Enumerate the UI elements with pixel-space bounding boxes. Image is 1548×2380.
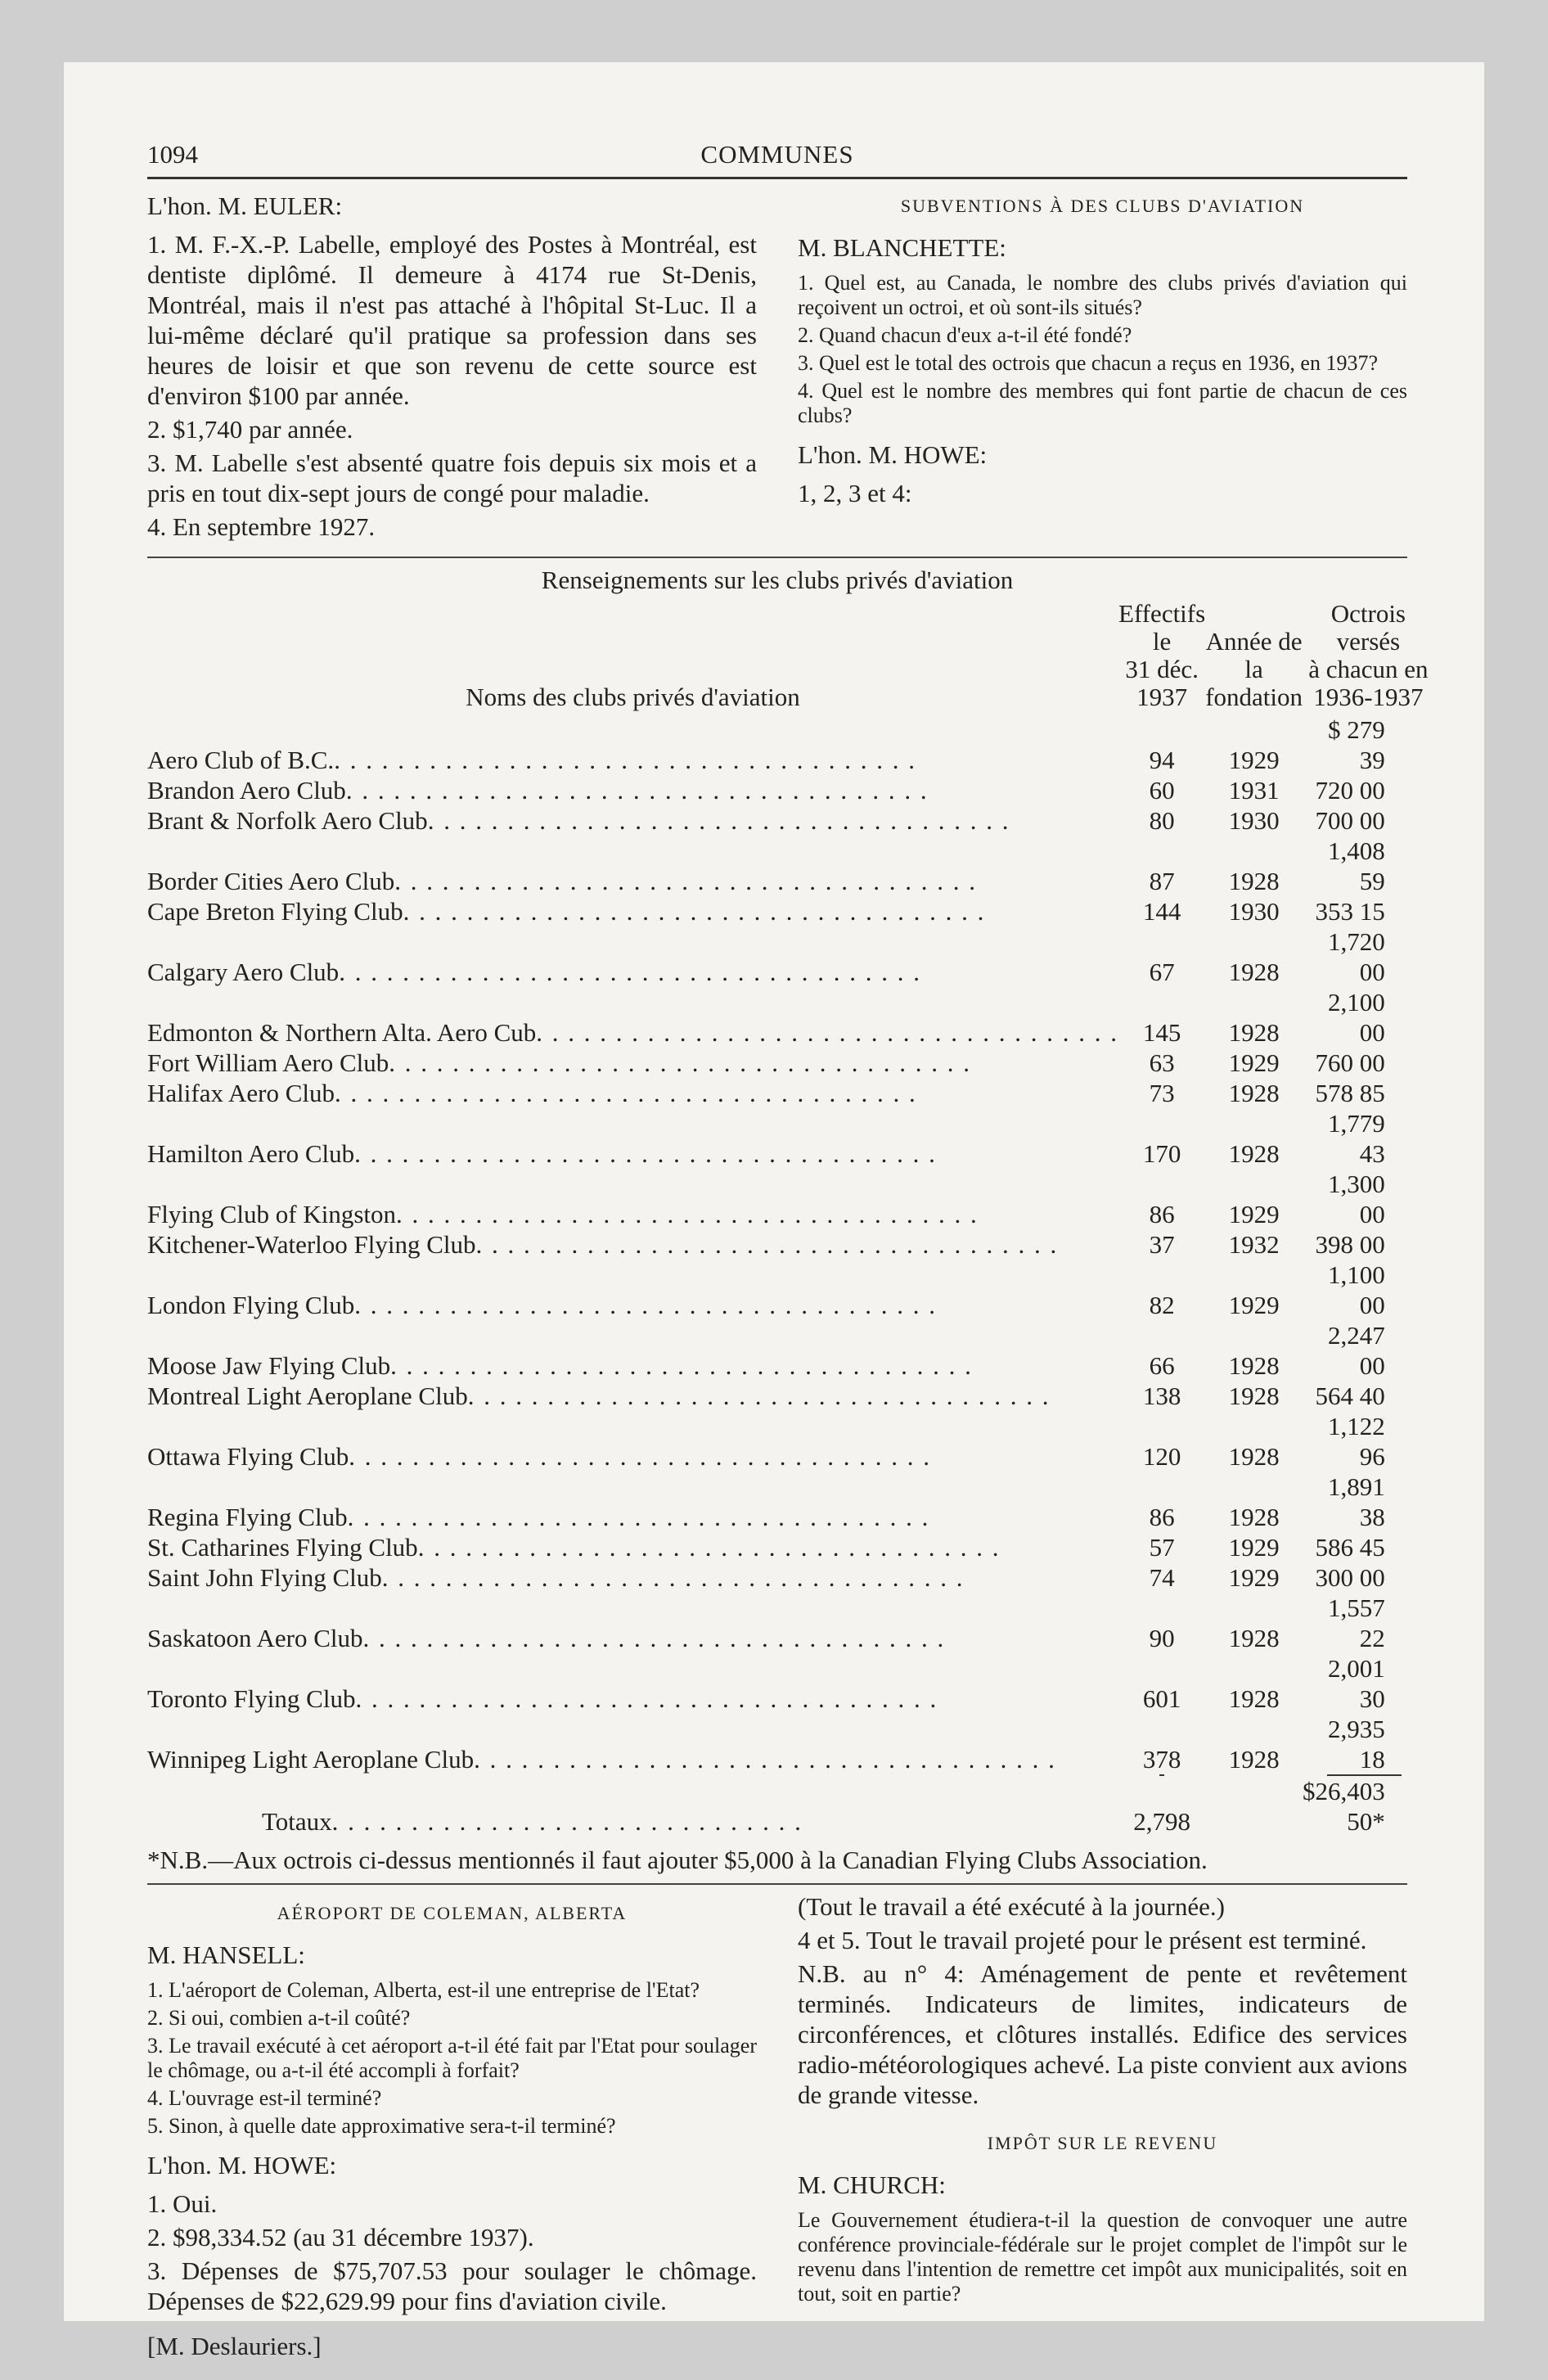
club-effectifs: 66 (1149, 1351, 1175, 1380)
club-octroi: 1,408 59 (1328, 836, 1385, 895)
club-effectifs: 57 (1149, 1533, 1175, 1562)
club-name: Kitchener-Waterloo Flying Club (147, 1230, 476, 1259)
club-fondation: 1932 (1228, 1230, 1280, 1259)
club-name: Halifax Aero Club (147, 1079, 335, 1107)
club-name: Brandon Aero Club (147, 776, 346, 805)
club-octroi: 2,247 00 (1328, 1321, 1385, 1380)
header-octrois: Octrois versés à chacun en 1936-1937 (1308, 599, 1429, 711)
club-fondation: 1928 (1228, 1079, 1280, 1107)
club-effectifs: 94 (1149, 746, 1175, 774)
table-row: Hamilton Aero Club. . . . . . . . . . . . . . . . . . . . . . . . . . . . . . . . . . . . . 170 1928 1,779 43 (147, 1108, 1434, 1169)
club-effectifs: 86 (1149, 1503, 1175, 1531)
club-name: London Flying Club (147, 1291, 355, 1319)
table-row: Saint John Flying Club. . . . . . . . . . . . . . . . . . . . . . . . . . . . . . . . . . . . . 74 1929 300 00 (147, 1562, 1434, 1593)
club-octroi: 1,122 96 (1328, 1412, 1385, 1471)
club-name: Brant & Norfolk Aero Club (147, 806, 428, 835)
answer: 3. Dépenses de $75,707.53 pour soulager le chômage. Dépenses de $22,629.99 pour fins d'aviation civile. (147, 2256, 757, 2315)
club-octroi: 1,891 38 (1328, 1472, 1385, 1531)
table-row: Ottawa Flying Club. . . . . . . . . . . . . . . . . . . . . . . . . . . . . . . . . . . . . 120 1928 1,122 96 (147, 1411, 1434, 1472)
answer: 2. $98,334.52 (au 31 décembre 1937). (147, 2223, 534, 2252)
club-fondation: 1929 (1228, 1048, 1280, 1077)
club-fondation: 1929 (1228, 1291, 1280, 1319)
table-row: Brant & Norfolk Aero Club. . . . . . . . . . . . . . . . . . . . . . . . . . . . . . . . . . . . . 80 1930 700 00 (147, 805, 1434, 836)
club-effectifs: 170 (1142, 1139, 1181, 1168)
question: 4. Quel est le nombre des membres qui font partie de chacun de ces clubs? (798, 379, 1407, 427)
table-row: London Flying Club. . . . . . . . . . . . . . . . . . . . . . . . . . . . . . . . . . . . . 82 1929 1,100 00 (147, 1260, 1434, 1320)
club-fondation: 1928 (1228, 1442, 1280, 1471)
club-fondation: 1930 (1228, 806, 1280, 835)
club-fondation: 1928 (1228, 1684, 1280, 1713)
club-fondation: 1929 (1228, 1563, 1280, 1592)
club-effectifs: 37 (1149, 1230, 1175, 1259)
page-content (147, 134, 1429, 2360)
table-row: Regina Flying Club. . . . . . . . . . . . . . . . . . . . . . . . . . . . . . . . . . . . . 86 1928 1,891 38 (147, 1472, 1434, 1532)
club-fondation: 1931 (1228, 776, 1280, 805)
club-fondation: 1929 (1228, 746, 1280, 774)
club-effectifs: 378 (1142, 1745, 1181, 1774)
club-name: Saint John Flying Club (147, 1563, 382, 1592)
club-name: Border Cities Aero Club (147, 867, 395, 895)
question: 2. Quand chacun d'eux a-t-il été fondé? (798, 323, 1132, 347)
club-octroi: 1,779 43 (1328, 1109, 1385, 1168)
top-left-column (147, 191, 757, 545)
section-divider (147, 1883, 1407, 1885)
club-octroi: 578 85 (1315, 1079, 1385, 1107)
section-heading: AÉROPORT DE COLEMAN, ALBERTA (277, 1903, 628, 1923)
answer-paragraph: (Tout le travail a été exécuté à la journée.) (798, 1892, 1225, 1921)
answer: 1. Oui. (147, 2189, 218, 2218)
club-name: Calgary Aero Club (147, 958, 340, 986)
club-name: Montreal Light Aeroplane Club (147, 1382, 468, 1410)
club-effectifs: 82 (1149, 1291, 1175, 1319)
club-octroi: 300 00 (1315, 1563, 1385, 1592)
section-heading: SUBVENTIONS À DES CLUBS D'AVIATION (900, 196, 1305, 216)
club-name: Aero Club of B.C. (147, 746, 335, 774)
club-effectifs: 120 (1142, 1442, 1181, 1471)
club-name: Edmonton & Northern Alta. Aero Cub (147, 1018, 537, 1047)
club-effectifs: 90 (1149, 1624, 1175, 1652)
club-fondation: 1928 (1228, 958, 1280, 986)
answer-paragraph: N.B. au n° 4: Aménagement de pente et revêtement terminés. Indicateurs de limites, indicateurs de circonférences, et clôtures installés. Edifice des services radio-météorologiques achevé. La piste convient aux avions de grande vitesse. (798, 1959, 1407, 2109)
table-footnote: *N.B.—Aux octrois ci-dessus mentionnés il faut ajouter $5,000 à la Canadian Flying Clubs Association. (147, 1846, 1208, 1874)
club-effectifs: 87 (1149, 867, 1175, 895)
club-fondation: 1928 (1228, 1351, 1280, 1380)
club-octroi: 2,935 18 (1328, 1715, 1385, 1774)
question: 1. Quel est, au Canada, le nombre des clubs privés d'aviation qui reçoivent un octroi, et où sont-ils situés? (798, 271, 1407, 319)
club-octroi: $ 279 39 (1328, 715, 1385, 774)
club-effectifs: 73 (1149, 1079, 1175, 1107)
total-label: Totaux (262, 1807, 332, 1836)
club-fondation: 1928 (1228, 1018, 1280, 1047)
club-octroi: 586 45 (1315, 1533, 1385, 1562)
speaker-blanchette: M. BLANCHETTE: (798, 233, 1006, 262)
table-row: Halifax Aero Club. . . . . . . . . . . . . . . . . . . . . . . . . . . . . . . . . . . . . 73 1928 578 85 (147, 1078, 1434, 1108)
club-effectifs: 138 (1142, 1382, 1181, 1410)
bracket-note: [M. Deslauriers.] (147, 2332, 322, 2360)
club-fondation: 1928 (1228, 867, 1280, 895)
speaker-howe: L'hon. M. HOWE: (798, 440, 988, 469)
club-fondation: 1928 (1228, 1624, 1280, 1652)
table-row: Fort William Aero Club. . . . . . . . . . . . . . . . . . . . . . . . . . . . . . . . . . . . . 63 1929 760 00 (147, 1048, 1434, 1078)
header-fondation: Année de la fondation (1205, 627, 1303, 711)
question: 2. Si oui, combien a-t-il coûté? (147, 2006, 411, 2030)
table-header-row (147, 600, 1434, 714)
speaker-howe: L'hon. M. HOWE: (147, 2151, 337, 2179)
club-effectifs: 63 (1149, 1048, 1175, 1077)
bottom-right-column (798, 1891, 1407, 2364)
club-fondation: 1928 (1228, 1745, 1280, 1774)
table-row: Border Cities Aero Club. . . . . . . . . . . . . . . . . . . . . . . . . . . . . . . . . . . . . 87 1928 1,408 59 (147, 836, 1434, 896)
club-octroi: 760 00 (1315, 1048, 1385, 1077)
table-row: Winnipeg Light Aeroplane Club. . . . . . . . . . . . . . . . . . . . . . . . . . . . . . . . . . . . . 378 1928 2,935 18 (147, 1714, 1434, 1774)
club-name: Saskatoon Aero Club (147, 1624, 363, 1652)
speaker-church: M. CHURCH: (798, 2170, 946, 2199)
club-octroi: 1,300 00 (1328, 1170, 1385, 1228)
club-effectifs: 145 (1142, 1018, 1181, 1047)
top-section (147, 191, 1407, 545)
answer-paragraph: 4. En septembre 1927. (147, 512, 376, 541)
club-name: Winnipeg Light Aeroplane Club (147, 1745, 475, 1774)
question: 1. L'aéroport de Coleman, Alberta, est-il une entreprise de l'Etat? (147, 1978, 700, 2002)
table-row: Edmonton & Northern Alta. Aero Cub. . . . . . . . . . . . . . . . . . . . . . . . . . . . . . . . . . . . . 145 1928 2,100 00 (147, 987, 1434, 1048)
club-effectifs: 601 (1142, 1684, 1181, 1713)
table-row: Montreal Light Aeroplane Club. . . . . . . . . . . . . . . . . . . . . . . . . . . . . . . . . . . . . 138 1928 564 40 (147, 1381, 1434, 1411)
answer-paragraph: 3. M. Labelle s'est absenté quatre fois depuis six mois et a pris en tout dix-sept jours de congé pour maladie. (147, 449, 757, 507)
club-name: Cape Breton Flying Club (147, 897, 403, 926)
table-row: Aero Club of B.C.. . . . . . . . . . . . . . . . . . . . . . . . . . . . . . . . . . . . . 94 1929 $ 279 39 (147, 714, 1434, 775)
club-name: Fort William Aero Club (147, 1048, 389, 1077)
club-effectifs: 86 (1149, 1200, 1175, 1228)
clubs-table (147, 600, 1434, 1837)
header-names: Noms des clubs privés d'aviation (466, 683, 800, 711)
table-row: Brandon Aero Club. . . . . . . . . . . . . . . . . . . . . . . . . . . . . . . . . . . . . 60 1931 720 00 (147, 775, 1434, 805)
club-octroi: 1,720 00 (1328, 927, 1385, 986)
table-title: Renseignements sur les clubs privés d'aviation (541, 566, 1014, 594)
club-name: Ottawa Flying Club (147, 1442, 349, 1471)
club-fondation: 1930 (1228, 897, 1280, 926)
answer-paragraph: 2. $1,740 par année. (147, 415, 353, 444)
club-octroi: 1,100 00 (1328, 1260, 1385, 1319)
bottom-left-column (147, 1891, 757, 2364)
table-row: Moose Jaw Flying Club. . . . . . . . . . . . . . . . . . . . . . . . . . . . . . . . . . . . . 66 1928 2,247 00 (147, 1320, 1434, 1381)
table-row: Toronto Flying Club. . . . . . . . . . . . . . . . . . . . . . . . . . . . . . . . . . . . . 601 1928 2,001 30 (147, 1653, 1434, 1714)
total-effectifs: 2,798 (1133, 1807, 1190, 1836)
speaker-euler: L'hon. M. EULER: (147, 192, 343, 220)
section-divider (147, 557, 1407, 558)
club-name: Regina Flying Club (147, 1503, 348, 1531)
running-header (147, 134, 1407, 179)
club-fondation: 1929 (1228, 1533, 1280, 1562)
club-octroi: 720 00 (1315, 776, 1385, 805)
club-fondation: 1928 (1228, 1503, 1280, 1531)
total-octrois: $26,403 50* (1303, 1777, 1385, 1836)
club-octroi: 353 15 (1315, 897, 1385, 926)
club-name: Toronto Flying Club (147, 1684, 356, 1713)
bottom-section (147, 1891, 1407, 2364)
table-row: Flying Club of Kingston. . . . . . . . . . . . . . . . . . . . . . . . . . . . . . . . . . . . . 86 1929 1,300 00 (147, 1169, 1434, 1229)
club-octroi: 700 00 (1315, 806, 1385, 835)
answer: 1, 2, 3 et 4: (798, 479, 912, 507)
speaker-hansell: M. HANSELL: (147, 1941, 305, 1969)
club-effectifs: 144 (1142, 897, 1181, 926)
table-row: St. Catharines Flying Club. . . . . . . . . . . . . . . . . . . . . . . . . . . . . . . . . . . . . 57 1929 586 45 (147, 1532, 1434, 1562)
club-octroi: 564 40 (1315, 1382, 1385, 1410)
page-title: COMMUNES (700, 140, 854, 169)
answer-paragraph: 1. M. F.-X.-P. Labelle, employé des Postes à Montréal, est dentiste diplômé. Il demeure à 4174 rue St-Denis, Montréal, mais il n'est pas attaché à l'hôpital St-Luc. Il a lui-même déclaré qu'il pratique sa profession dans ses heures de loisir et que son revenu de cette source est d'environ $100 par année. (147, 230, 757, 410)
club-octroi: 398 00 (1315, 1230, 1385, 1259)
club-name: Moose Jaw Flying Club (147, 1351, 391, 1380)
table-row: Saskatoon Aero Club. . . . . . . . . . . . . . . . . . . . . . . . . . . . . . . . . . . . . 90 1928 1,557 22 (147, 1593, 1434, 1653)
club-fondation: 1928 (1228, 1382, 1280, 1410)
club-name: Hamilton Aero Club (147, 1139, 355, 1168)
club-effectifs: 67 (1149, 958, 1175, 986)
table-row: Cape Breton Flying Club. . . . . . . . . . . . . . . . . . . . . . . . . . . . . . . . . . . . . 144 1930 353 15 (147, 896, 1434, 926)
question: Le Gouvernement étudiera-t-il la question de convoquer une autre conférence provinciale-fédérale sur le projet complet de l'impôt sur le revenu dans l'intention de remettre cet impôt aux municipalités, soit en tout, soit en partie? (798, 2208, 1407, 2306)
table-row: Kitchener-Waterloo Flying Club. . . . . . . . . . . . . . . . . . . . . . . . . . . . . . . . . . . . . 37 1932 398 00 (147, 1229, 1434, 1260)
club-octroi: 1,557 22 (1328, 1593, 1385, 1652)
top-right-column (798, 191, 1407, 545)
question: 3. Le travail exécuté à cet aéroport a-t-il été fait par l'Etat pour soulager le chômage, ou a-t-il été accompli à forfait? (147, 2034, 757, 2082)
question: 5. Sinon, à quelle date approximative sera-t-il terminé? (147, 2114, 616, 2138)
question: 3. Quel est le total des octrois que chacun a reçus en 1936, en 1937? (798, 351, 1378, 375)
club-octroi: 2,001 30 (1328, 1654, 1385, 1713)
table-row: Calgary Aero Club. . . . . . . . . . . . . . . . . . . . . . . . . . . . . . . . . . . . . 67 1928 1,720 00 (147, 926, 1434, 987)
club-effectifs: 60 (1149, 776, 1175, 805)
question: 4. L'ouvrage est-il terminé? (147, 2086, 382, 2110)
section-heading: IMPÔT SUR LE REVENU (987, 2133, 1218, 2153)
club-octroi: 2,100 00 (1328, 988, 1385, 1047)
club-name: Flying Club of Kingston (147, 1200, 397, 1228)
page-number: 1094 (147, 140, 198, 169)
table-total-row: Totaux. . . . . . . . . . . . . . . . . . . . . . . . . . . . . . 2,798 $26,403 50* (147, 1776, 1434, 1837)
club-effectifs: 80 (1149, 806, 1175, 835)
club-effectifs: 74 (1149, 1563, 1175, 1592)
answer-paragraph: 4 et 5. Tout le travail projeté pour le présent est terminé. (798, 1926, 1367, 1954)
club-name: St. Catharines Flying Club (147, 1533, 418, 1562)
club-fondation: 1928 (1228, 1139, 1280, 1168)
club-fondation: 1929 (1228, 1200, 1280, 1228)
header-effectifs: Effectifs le 31 déc. 1937 (1118, 599, 1206, 711)
